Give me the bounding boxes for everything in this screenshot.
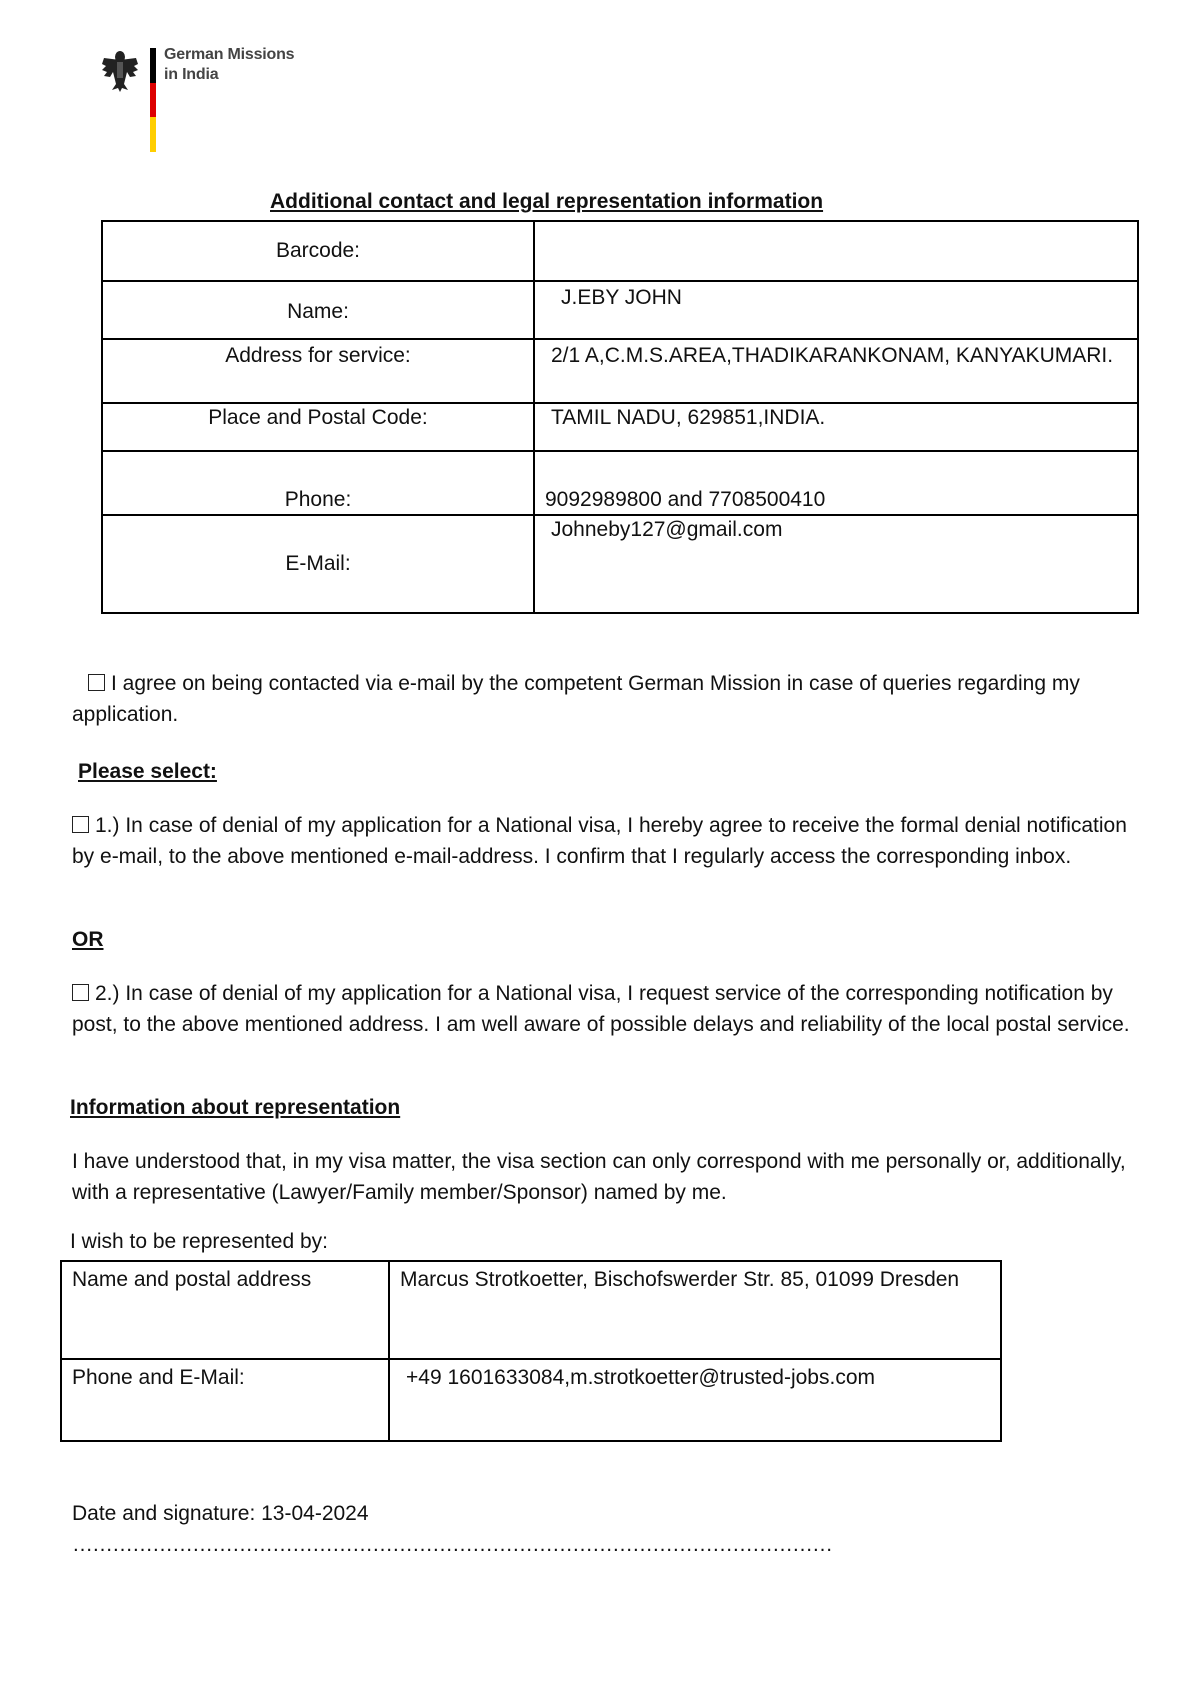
barcode-value[interactable] [534,221,1138,281]
logo-text-line2: in India [164,66,219,83]
option1-checkbox[interactable] [72,816,89,833]
phone-label: Phone: [102,451,534,515]
option1-paragraph [72,810,1132,872]
logo-text-line1: German Missions [164,46,295,63]
representative-table [60,1260,1002,1442]
rep-contact-value[interactable]: +49 1601633084,m.strotkoetter@trusted-jobs.com [389,1359,1001,1441]
table-row [102,403,1138,451]
representation-text: I have understood that, in my visa matter, the visa section can only correspond with me personally or, additionally, with a representative (Lawyer/Family member/Sponsor) named by me. [72,1150,1126,1204]
postal-code-label: Place and Postal Code: [102,403,534,451]
table-row [102,221,1138,281]
name-value[interactable]: J.EBY JOHN [534,281,1138,339]
date-signature-line [72,1498,1132,1560]
option2-checkbox[interactable] [72,984,89,1001]
table-row [102,281,1138,339]
address-value[interactable]: 2/1 A,C.M.S.AREA,THADIKARANKONAM, KANYAKUMARI. [534,339,1138,403]
name-label: Name: [102,281,534,339]
table-row [61,1261,1001,1359]
contact-table [101,220,1139,614]
option2-paragraph [72,978,1132,1040]
or-label: OR [72,928,104,951]
email-value[interactable]: Johneby127@gmail.com [534,515,1138,613]
table-row [102,451,1138,515]
federal-eagle-icon [98,48,142,92]
page-title: Additional contact and legal representation information [270,190,824,213]
flag-stripe-red [150,83,156,118]
table-row [61,1359,1001,1441]
table-row [102,339,1138,403]
flag-stripe-black [150,48,156,83]
barcode-label: Barcode: [102,221,534,281]
wish-label: I wish to be represented by: [70,1230,328,1253]
postal-code-value[interactable]: TAMIL NADU, 629851,INDIA. [534,403,1138,451]
consent-paragraph [72,668,1132,730]
email-label: E-Mail: [102,515,534,613]
representation-heading: Information about representation [70,1096,401,1119]
rep-contact-label: Phone and E-Mail: [61,1359,389,1441]
flag-bar [150,48,156,152]
date-signature-text: Date and signature: 13-04-2024 [72,1502,369,1525]
consent-checkbox[interactable] [88,674,105,691]
option2-text: 2.) In case of denial of my application for a National visa, I request service of the corresponding notification by post, to the above mentioned address. I am well aware of possible delays and reliability of the local postal service. [72,982,1130,1036]
german-missions-logo [98,44,308,154]
address-label: Address for service: [102,339,534,403]
rep-name-value[interactable]: Marcus Strotkoetter, Bischofswerder Str. 85, 01099 Dresden [389,1261,1001,1359]
phone-value[interactable]: 9092989800 and 7708500410 [534,451,1138,515]
consent-text: I agree on being contacted via e-mail by the competent German Mission in case of queries regarding my application. [72,672,1080,726]
signature-dots[interactable]: …………………………………………………………………………………………………… [72,1533,832,1556]
table-row [102,515,1138,613]
flag-stripe-gold [150,117,156,152]
rep-name-label: Name and postal address [61,1261,389,1359]
please-select-heading: Please select: [78,760,217,783]
option1-text: 1.) In case of denial of my application for a National visa, I hereby agree to receive the formal denial notification by e-mail, to the above mentioned e-mail-address. I confirm that I regularly access the corresponding inbox. [72,814,1127,868]
